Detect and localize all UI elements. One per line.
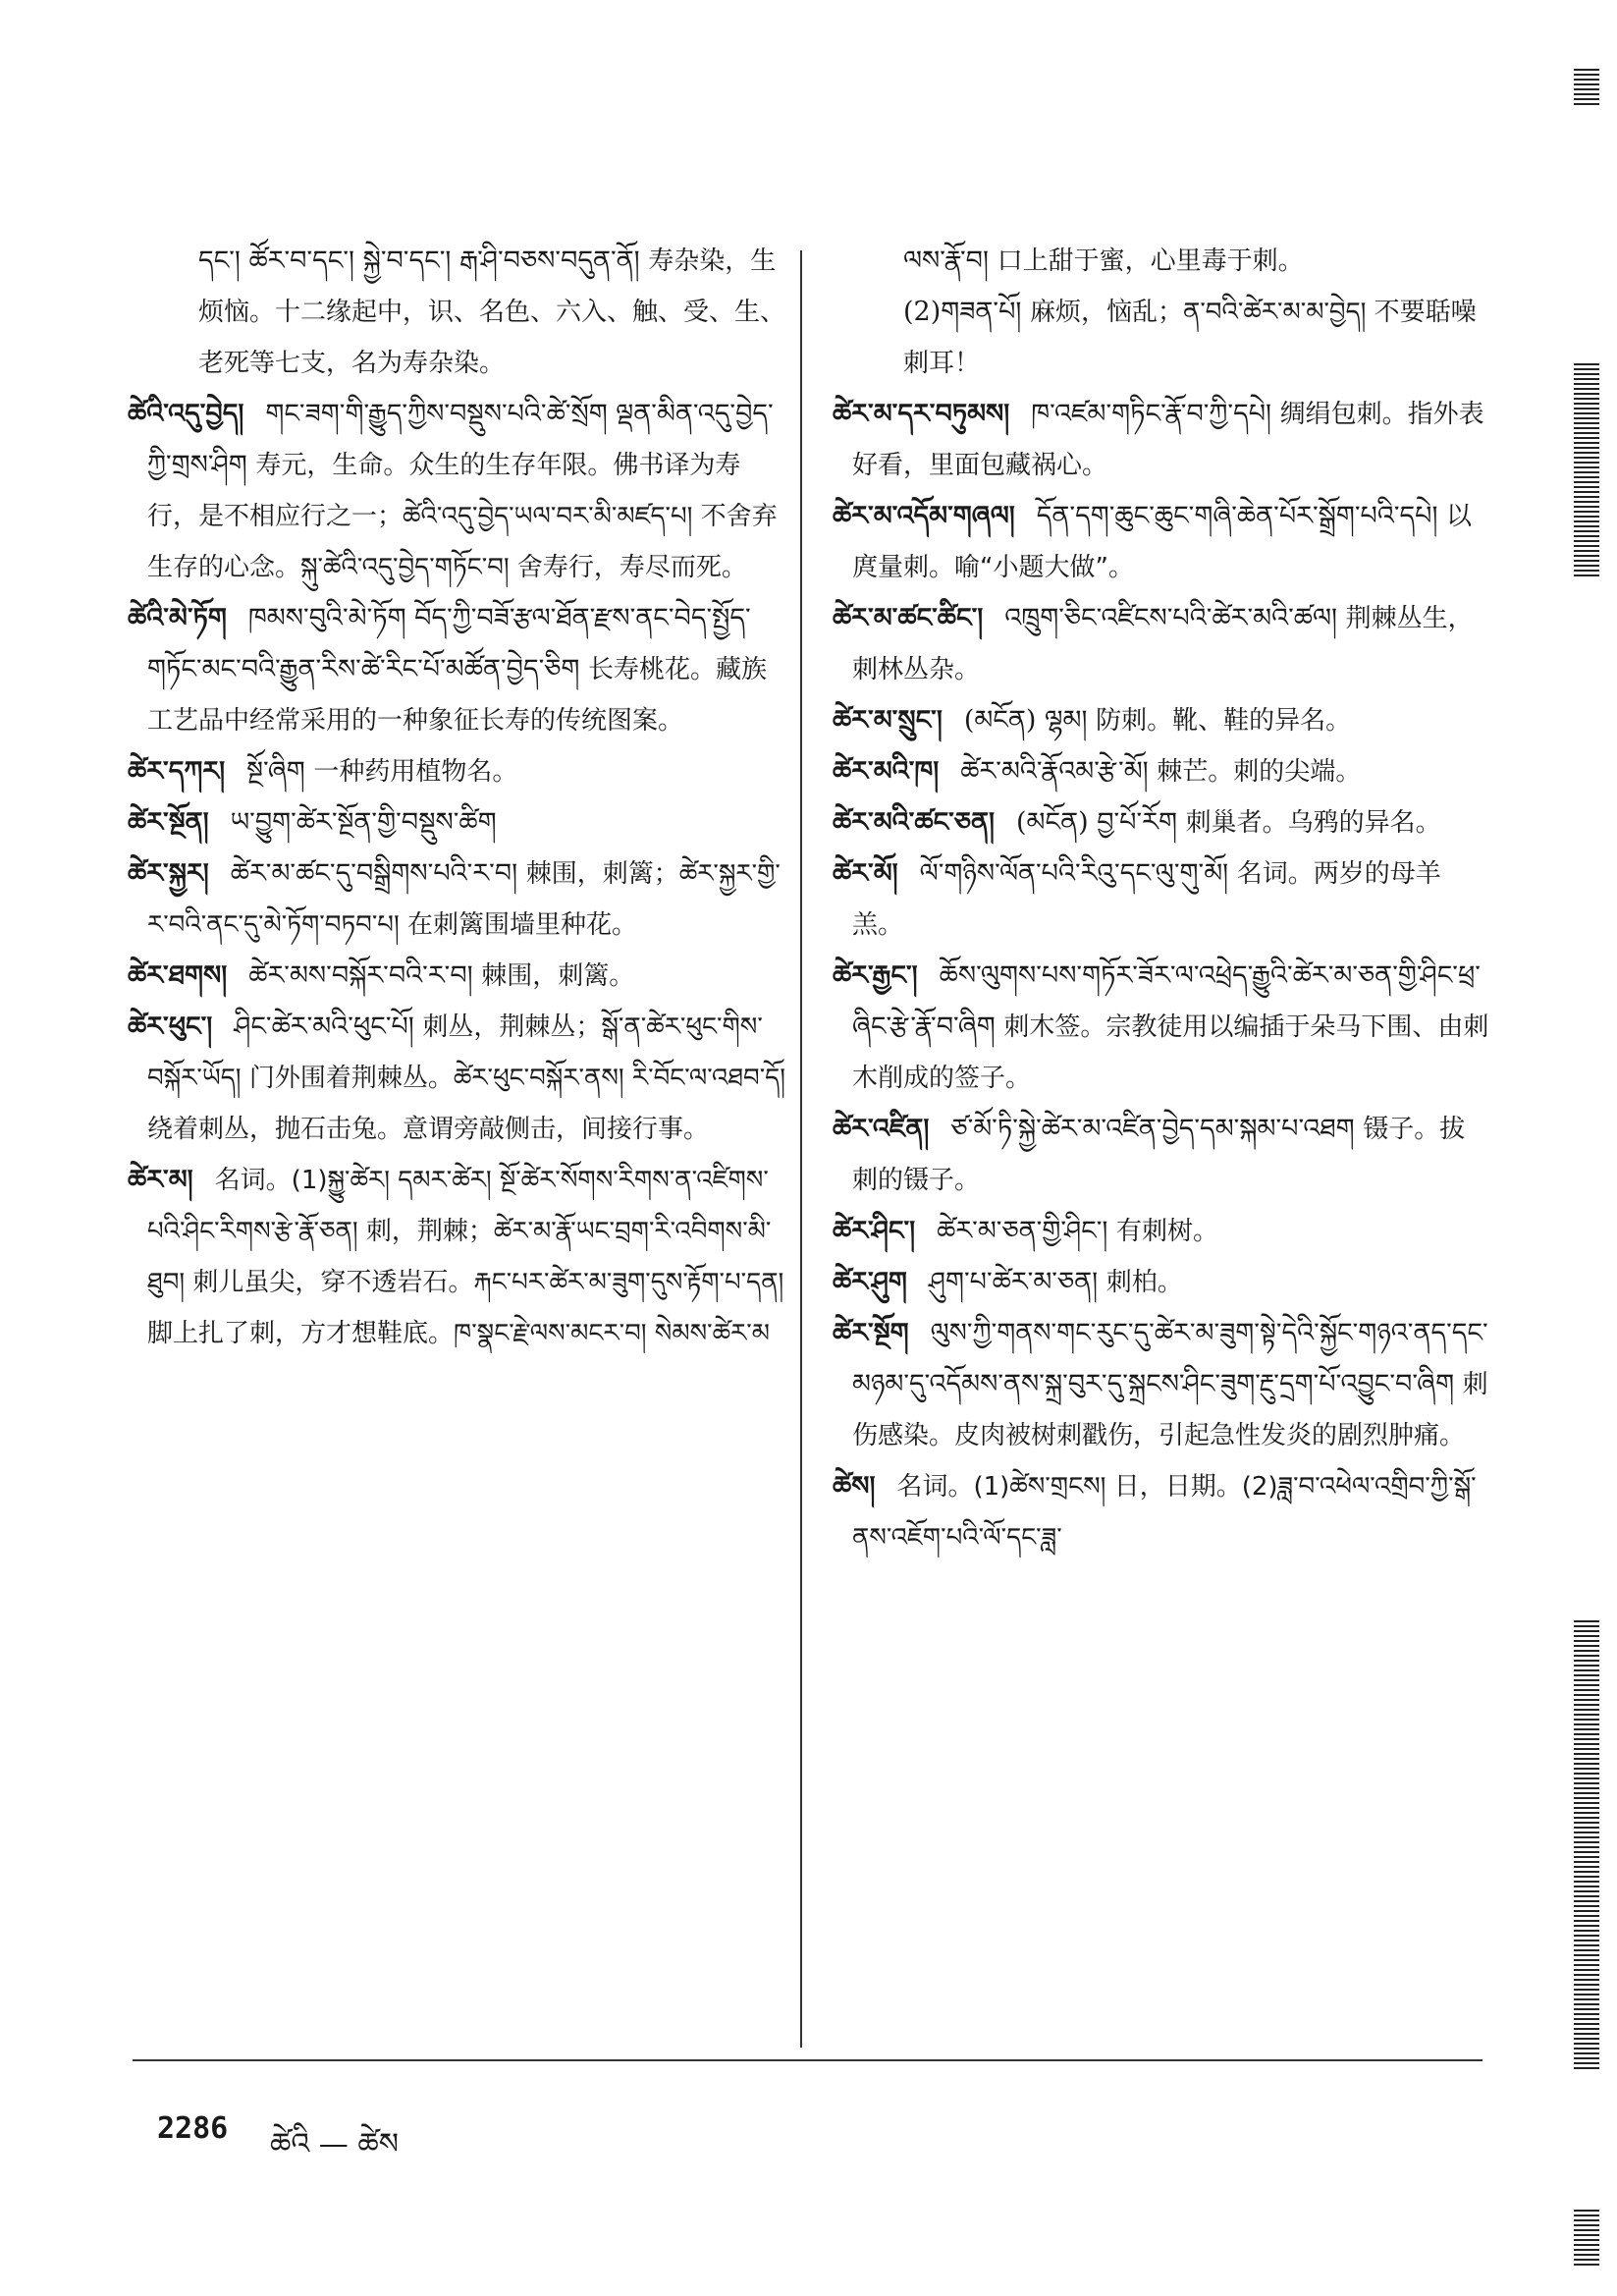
dictionary-entry bbox=[128, 797, 785, 848]
entry-headword: ཚེའི་འདུ་བྱེད། bbox=[128, 399, 244, 429]
entry-chinese-definition: 荆棘丛生，刺林丛杂。 bbox=[852, 604, 1474, 684]
entry-tibetan-definition: ཁ་འཛམ་གཏིང་རྣོ་བ་ཀྱི་དཔེ། bbox=[1031, 399, 1280, 429]
entry-chinese-definition: 寿杂染，生烦恼。十二缘起中，识、名色、六入、触、受、生、老死等七支，名为寿杂染。 bbox=[198, 246, 786, 378]
entry-chinese-definition: 棘围，刺篱。 bbox=[481, 961, 635, 991]
entry-headword: ཚེར་སྔོག bbox=[833, 1318, 909, 1348]
dictionary-entry bbox=[833, 491, 1490, 593]
entry-tibetan-definition: འཁྲུག་ཅིང་འཛིངས་པའི་ཚེར་མའི་ཚལ། bbox=[1004, 603, 1346, 633]
edge-scan-mark bbox=[1574, 363, 1599, 579]
entry-tibetan-definition: ཚེར་མའི་རྣོའམ་རྩེ་མོ། bbox=[960, 756, 1158, 787]
entry-continuation bbox=[128, 236, 785, 389]
entry-tibetan-definition: ཚེར་མ་ཚང་དུ་བསྒྲིགས་པའི་ར་བ། bbox=[230, 858, 526, 889]
entry-chinese-definition: 刺巢者。乌鸦的异名。 bbox=[1185, 808, 1441, 838]
entry-chinese-definition: 名词。(1)ཚེས་གྲངས། 日，日期。(2)ཟླ་བ་འཕེལ་འགྲིབ་ཀྱི་སྒོ་ནས་འཇོག་པའི་ལོ་དང་ཟླ་ bbox=[852, 1472, 1477, 1553]
page-number: 2286 bbox=[157, 2111, 229, 2146]
dictionary-entry bbox=[128, 389, 785, 593]
dictionary-entry bbox=[833, 848, 1490, 951]
dictionary-entry bbox=[128, 1002, 785, 1155]
entry-headword: ཚེའི་མེ་ཏོག bbox=[128, 603, 227, 633]
entry-tibetan-definition: (མངོན) བྱ་པོ་རོག bbox=[1016, 807, 1186, 838]
entry-chinese-definition: 一种药用植物名。 bbox=[313, 757, 518, 787]
entry-headword: ཚེར་ཕུང་། bbox=[128, 1011, 213, 1042]
dictionary-entry bbox=[128, 951, 785, 1002]
dictionary-entry bbox=[128, 746, 785, 797]
entry-headword: ཚེར་མའི་ཚང་ཅན། bbox=[833, 807, 995, 838]
entry-tibetan-definition: ལོ་གཉིས་ལོན་པའི་རིའུ་དང་ལུ་གུ་མོ། bbox=[919, 858, 1237, 889]
entry-tibetan-definition: ཤིང་ཚེར་མའི་ཕུང་པོ། bbox=[234, 1011, 423, 1042]
entry-chinese-definition: 以庹量刺。喻“小题大做”。 bbox=[852, 502, 1473, 582]
dictionary-entry bbox=[128, 1155, 785, 1359]
entry-headword: ཚེར་ཐགས། bbox=[128, 960, 228, 991]
entry-tibetan-definition: ཙ་མོ་ཏི་སྐྱེ་ཚེར་མ་འཛིན་བྱེད་དམ་སྐམ་པ་འཐག bbox=[950, 1114, 1364, 1144]
entry-tibetan-definition: དོན་དག་ཆུང་ཆུང་གཞི་ཆེན་པོར་སྒྲོག་པའི་དཔེ། bbox=[1036, 501, 1447, 531]
dictionary-entry bbox=[833, 1308, 1490, 1461]
edge-scan-mark bbox=[1574, 2210, 1599, 2269]
dictionary-entry bbox=[833, 593, 1490, 695]
dictionary-entry bbox=[833, 1206, 1490, 1257]
entry-headword: ཚེར་མའི་ཁ། bbox=[833, 756, 940, 787]
entry-tibetan-definition: ལུས་ཀྱི་གནས་གང་རུང་དུ་ཚེར་མ་ཟུག་སྟེ་དེའི་སྐྱོང་གཉའ་ནད་དང་མཉམ་དུ་འདོམས་ནས་སྐྲ་བུར་དུ་སྐྲངས་ཤིང་ཟུག་རྔུ་དྲག་པོ་འབྱུང་བ་ཞིག bbox=[852, 1318, 1488, 1399]
dictionary-entry bbox=[128, 593, 785, 746]
entry-headword: ཚེར་མ་སྲུང་། bbox=[833, 705, 943, 736]
dictionary-entry bbox=[833, 1461, 1490, 1563]
entry-headword: ཚེར་རྒྱང་། bbox=[833, 960, 918, 991]
right-column bbox=[833, 236, 1490, 1563]
entry-headword: ཚེར་མ་དར་བཏུམས། bbox=[833, 399, 1010, 429]
entry-tibetan-definition: གང་ཟག་གི་རྒྱུད་ཀྱིས་བསྡུས་པའི་ཚེ་སྲོག ལྡན་མིན་འདུ་བྱེད་ཀྱི་གྲས་ཤིག bbox=[147, 399, 774, 480]
entry-chinese-definition: 棘芒。刺的尖端。 bbox=[1157, 757, 1362, 787]
entry-chinese-definition: 刺伤感染。皮肉被树刺戳伤，引起急性发炎的剧烈肿痛。 bbox=[852, 1370, 1488, 1450]
entry-headword: ཚེར་ཤུག bbox=[833, 1267, 907, 1297]
entry-continuation bbox=[833, 236, 1490, 287]
entry-tibetan-definition: ལས་རྣོ་བ། bbox=[903, 246, 997, 276]
entry-headword: ཚེར་ཤིང་། bbox=[833, 1216, 916, 1246]
entry-tibetan-definition: ཤུག་པ་ཚེར་མ་ཅན། bbox=[928, 1267, 1106, 1297]
page-range: ཚེའི — ཚེས bbox=[270, 2127, 399, 2161]
entry-chinese-definition: 刺木签。宗教徒用以编插于朵马下围、由刺木削成的签子。 bbox=[852, 1012, 1489, 1093]
entry-chinese-definition: 刺柏。 bbox=[1105, 1268, 1183, 1297]
dictionary-entry bbox=[833, 389, 1490, 491]
entry-tibetan-definition: ཡ་བྱུག་ཚེར་སྔོན་གྱི་བསྡུས་ཚིག bbox=[230, 807, 497, 838]
entry-headword: ཚེར་མ་འདོམ་གཞལ། bbox=[833, 501, 1015, 531]
footer-rule bbox=[133, 2059, 1482, 2061]
column-divider bbox=[800, 250, 802, 2048]
entry-tibetan-definition: ཚེར་མ་ཅན་གྱི་ཤིང་། bbox=[937, 1216, 1117, 1246]
entry-chinese-definition: 口上甜于蜜，心里毒于刺。 bbox=[997, 246, 1304, 276]
entry-headword: ཚེར་འཛིན། bbox=[833, 1114, 930, 1144]
entry-chinese-definition: 镊子。拔刺的镊子。 bbox=[852, 1115, 1466, 1195]
entry-chinese-definition: 棘围，刺篱；ཚེར་སྐྱར་གྱི་ར་བའི་ནང་དུ་མེ་ཏོག་བཏབ་པ། 在刺篱围墙里种花。 bbox=[147, 859, 781, 940]
entry-chinese-definition: 麻烦，恼乱；ན་བའི་ཚེར་མ་མ་བྱེད། 不要聒噪刺耳！ bbox=[903, 298, 1477, 378]
dictionary-entry bbox=[833, 746, 1490, 797]
entry-chinese-definition: 长寿桃花。藏族工艺品中经常采用的一种象征长寿的传统图案。 bbox=[147, 655, 768, 736]
entry-tibetan-definition: སྔོ་ཞིག bbox=[246, 756, 314, 787]
entry-tibetan-definition: ཆོས་ལུགས་པས་གཏོར་ཟོར་ལ་འཕྲེད་རྒྱུའི་ཚེར་མ་ཅན་གྱི་ཤིང་ཕྲ་ཞིང་རྩེ་རྣོ་བ་ཞིག bbox=[852, 960, 1481, 1042]
entry-chinese-definition: 绸绢包刺。指外表好看，里面包藏祸心。 bbox=[852, 400, 1484, 480]
entry-chinese-definition: 有刺树。 bbox=[1116, 1217, 1219, 1246]
entry-headword: ཚེར་མ་ཚང་ཚིང་། bbox=[833, 603, 984, 633]
entry-headword: ཚེར་དཀར། bbox=[128, 756, 226, 787]
entry-chinese-definition: 寿元，生命。众生的生存年限。佛书译为寿行，是不相应行之一；ཚེའི་འདུ་བྱེད་ཡལ་བར་མི་མཛད་པ། 不舍弃生存的心念。སྐུ་ཚེའི་འདུ་བྱེད་གཏོང་བ། 舍寿行，寿尽而死。 bbox=[147, 451, 778, 582]
entry-tibetan-definition: དང་། ཚོར་བ་དང་། སྐྱེ་བ་དང་། རྒ་ཤི་བཅས་བདུན་ནོ། bbox=[198, 246, 649, 276]
entry-tibetan-definition: (2)གཟན་པོ། bbox=[903, 297, 1030, 327]
edge-scan-mark bbox=[1574, 1620, 1599, 2072]
entry-headword: ཚེས། bbox=[833, 1471, 876, 1502]
entry-headword: ཚེར་མ། bbox=[128, 1165, 193, 1195]
dictionary-entry bbox=[833, 695, 1490, 746]
dictionary-entry bbox=[833, 1257, 1490, 1308]
entry-tibetan-definition: (མངོན) ལྷམ། bbox=[963, 705, 1097, 736]
dictionary-entry bbox=[833, 951, 1490, 1104]
entry-headword: ཚེར་སྔོན། bbox=[128, 807, 209, 838]
entry-chinese-definition: 防刺。靴、鞋的异名。 bbox=[1096, 706, 1352, 736]
edge-scan-mark bbox=[1574, 69, 1599, 108]
entry-chinese-definition: 名词。两岁的母羊羔。 bbox=[852, 859, 1441, 940]
left-column bbox=[128, 236, 785, 1359]
entry-tibetan-definition: ཁམས་བུའི་མེ་ཏོག བོད་ཀྱི་བཟོ་རྩལ་ཐོན་རྫས་ནང་བེད་སྤྱོད་གཏོང་མང་བའི་རྒྱུན་རིས་ཚེ་རིང་པོ་མཚོན་བྱེད་ཅིག bbox=[147, 603, 751, 684]
entry-tibetan-definition: ཚེར་མས་བསྐོར་བའི་ར་བ། bbox=[248, 960, 482, 991]
entry-headword: ཚེར་མོ། bbox=[833, 858, 898, 889]
entry-headword: ཚེར་སྐྱར། bbox=[128, 858, 209, 889]
entry-chinese-definition: 名词。(1)སྐྱུ་ཚེར། དམར་ཚེར། སྔོ་ཚེར་སོགས་རིགས་ན་འཛིགས་པའི་ཤིང་རིགས་རྩེ་རྣོ་ཅན། 刺，荆棘；ཚེར་མ་རྣོ་ཡང་བྲག་རི་འབིགས་མི་ཐུབ། 刺儿虽尖，穿不透岩石。རྐང་པར་ཚེར་མ་ཟུག་དུས་རྟོག་པ་དན། 脚上扎了刺，方才想鞋底。ཁ་སྣང་རྗེ་ལས་མངར་བ། སེམས་ཚེར་མ bbox=[147, 1166, 784, 1348]
dictionary-entry bbox=[833, 797, 1490, 848]
dictionary-entry bbox=[833, 1104, 1490, 1206]
dictionary-entry bbox=[128, 848, 785, 951]
entry-continuation bbox=[833, 287, 1490, 389]
entry-chinese-definition: 刺丛，荆棘丛；སྒོ་ན་ཚེར་ཕུང་གིས་བསྐོར་ཡོད། 门外围着荆棘丛。ཚེར་ཕུང་བསྐོར་ནས། རི་བོང་ལ་འཐབ་དོ། 绕着刺丛，抛石击兔。意谓旁敲侧击，间接行事。 bbox=[147, 1012, 785, 1144]
